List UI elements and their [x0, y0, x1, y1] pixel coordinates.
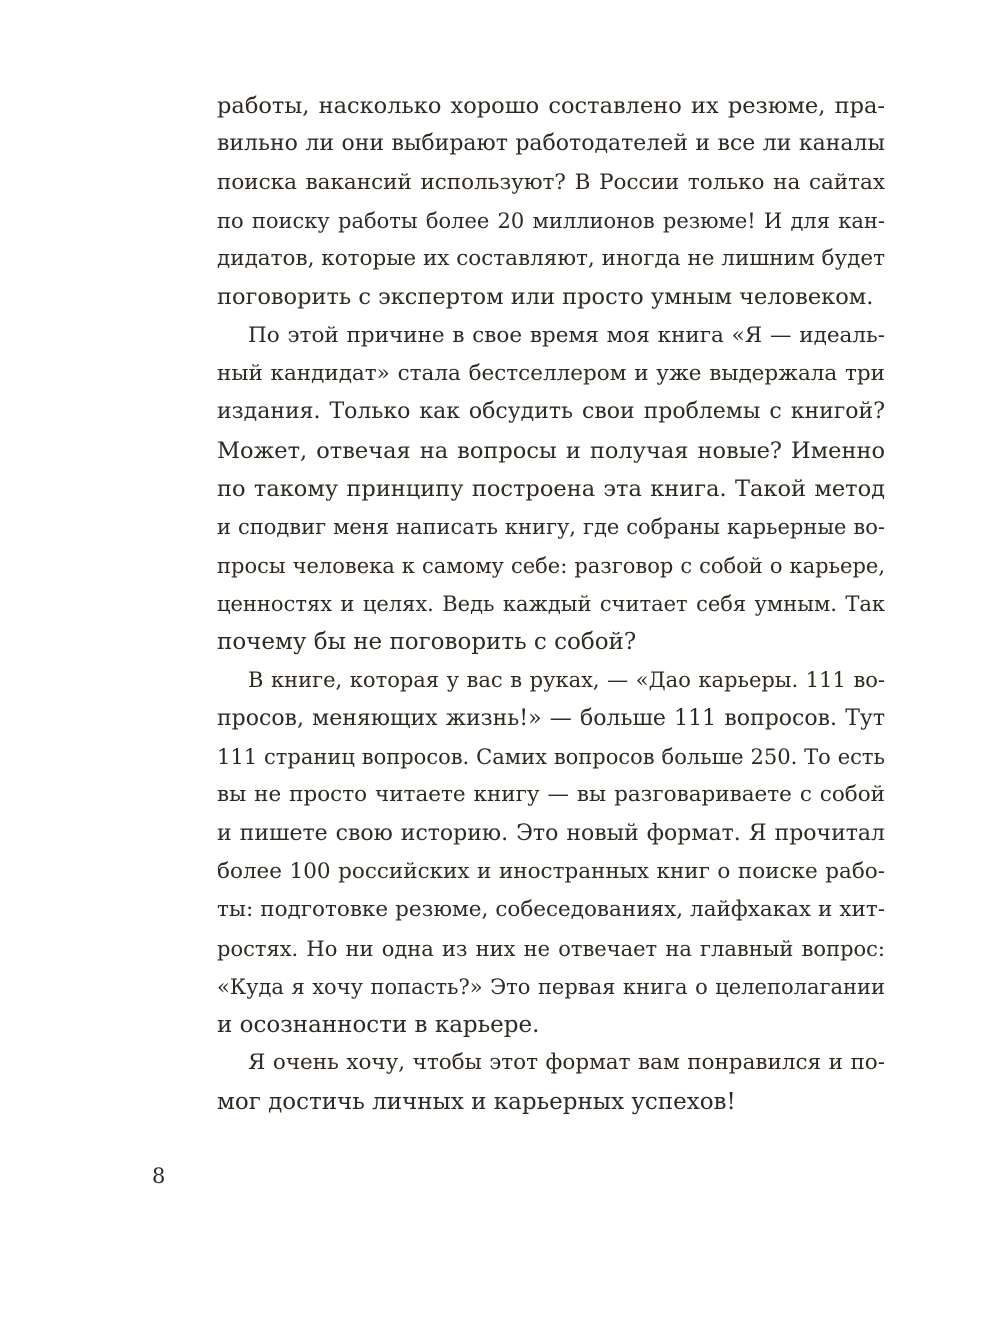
text-line: дидатов, которые их составляют, иногда не лишним будет — [217, 246, 885, 272]
text-line: Я очень хочу, чтобы этот формат вам понравился и по- — [248, 1050, 885, 1076]
text-line: работы, насколько хорошо составлено их резюме, пра- — [217, 93, 885, 119]
text-line: более 100 российских и иностранных книг о поиске рабо- — [217, 858, 885, 884]
text-line: поговорить с экспертом или просто умным человеком. — [217, 284, 874, 311]
text-line: «Куда я хочу попасть?» Это первая книга о целеполагании — [217, 974, 885, 999]
text-line: и сподвиг меня написать книгу, где собраны карьерные во- — [217, 515, 885, 540]
text-line: Может, отвечая на вопросы и получая новые? Именно — [217, 437, 885, 464]
text-line: ценностях и целях. Ведь каждый считает себя умным. Так — [217, 591, 885, 616]
text-line: издания. Только как обсудить свои проблемы с книгой? — [217, 399, 885, 425]
text-line: почему бы не поговорить с собой? — [217, 629, 637, 656]
page-number: 8 — [152, 1164, 166, 1188]
text-line: ростях. Но ни одна из них не отвечает на главный вопрос: — [217, 936, 885, 961]
text-line: поиска вакансий используют? В России только на сайтах — [217, 169, 885, 195]
text-line: вильно ли они выбирают работодателей и все ли каналы — [217, 131, 885, 157]
text-line: 111 страниц вопросов. Самих вопросов больше 250. То есть — [217, 745, 885, 770]
text-line: В книге, которая у вас в руках, — «Дао карьеры. 111 во- — [248, 668, 885, 693]
text-line: вы не просто читаете книгу — вы разговариваете с собой — [217, 782, 885, 808]
text-line: ты: подготовке резюме, собеседованиях, лайфхаках и хит- — [217, 897, 885, 923]
text-line: мог достичь личных и карьерных успехов! — [217, 1088, 736, 1115]
text-line: По этой причине в свое время моя книга «Я — идеаль- — [248, 322, 885, 348]
text-line: и осознанности в карьере. — [217, 1012, 540, 1039]
text-line: и пишете свою историю. Это новый формат. Я прочитал — [217, 820, 885, 846]
text-line: по такому принципу построена эта книга. Такой метод — [217, 475, 885, 502]
text-line: просов, меняющих жизнь!» — больше 111 вопросов. Тут — [217, 705, 885, 731]
text-line: по поиску работы более 20 миллионов резюме! И для кан- — [217, 208, 885, 233]
body-text — [217, 87, 885, 1121]
text-line: ный кандидат» стала бестселлером и уже выдержала три — [217, 361, 885, 387]
text-line: просы человека к самому себе: разговор с собой о карьере, — [217, 553, 885, 578]
